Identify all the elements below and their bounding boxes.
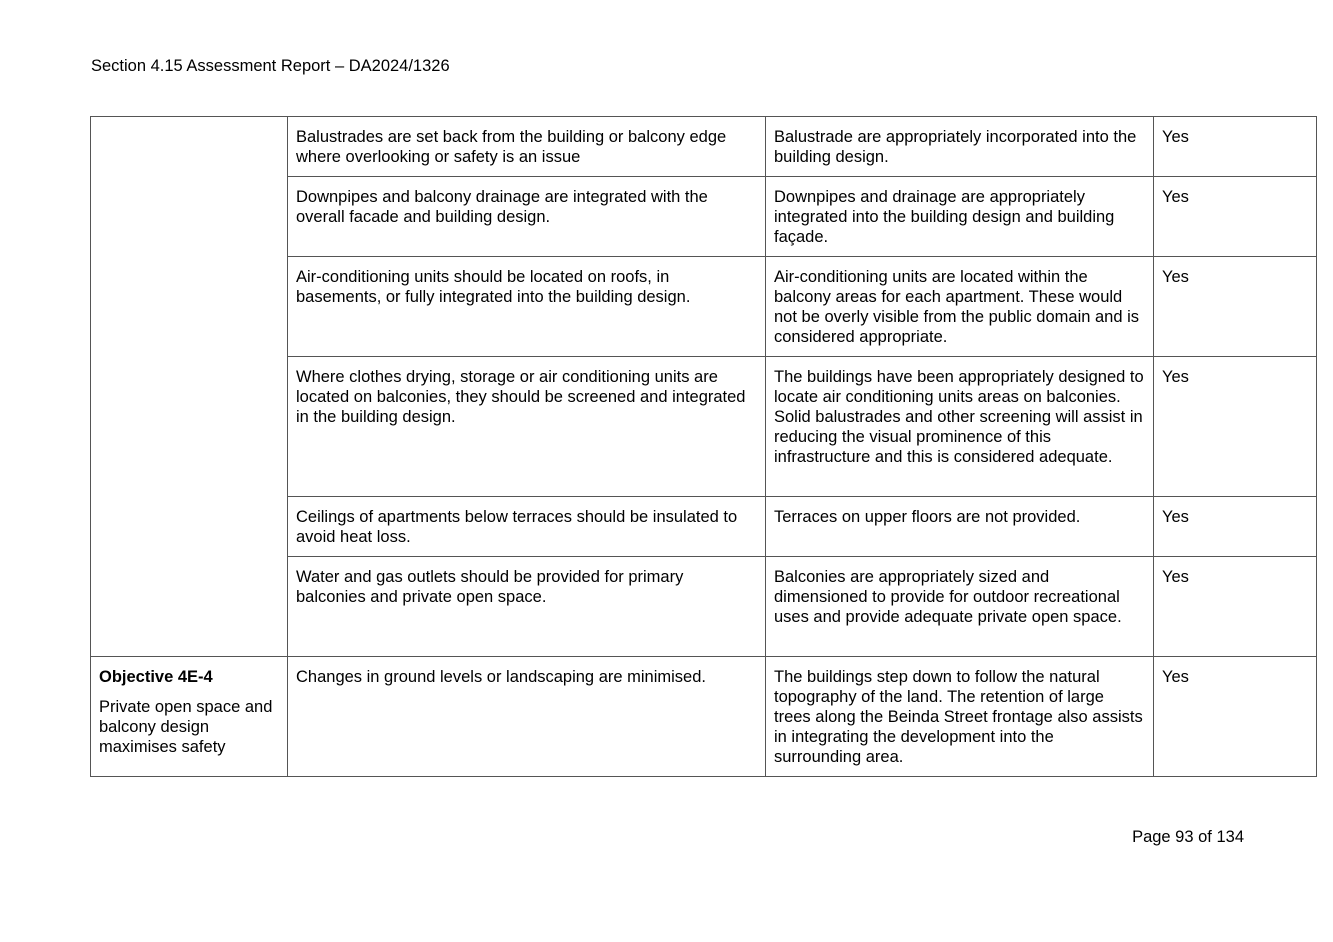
requirement-cell: Changes in ground levels or landscaping are minimised. bbox=[288, 657, 766, 777]
requirement-cell: Balustrades are set back from the building or balcony edge where overlooking or safety is an issue bbox=[288, 117, 766, 177]
complies-cell: Yes bbox=[1154, 557, 1317, 657]
assessment-table bbox=[90, 116, 1317, 777]
table-row bbox=[91, 117, 1317, 177]
complies-cell: Yes bbox=[1154, 657, 1317, 777]
page-header: Section 4.15 Assessment Report – DA2024/1326 bbox=[91, 57, 450, 75]
comment-cell: Balconies are appropriately sized and dimensioned to provide for outdoor recreational uses and provide adequate private open space. bbox=[766, 557, 1154, 657]
objective-title: Objective 4E-4 bbox=[99, 668, 213, 686]
complies-cell: Yes bbox=[1154, 117, 1317, 177]
requirement-cell: Water and gas outlets should be provided for primary balconies and private open space. bbox=[288, 557, 766, 657]
complies-cell: Yes bbox=[1154, 177, 1317, 257]
comment-cell: Terraces on upper floors are not provided. bbox=[766, 497, 1154, 557]
complies-cell: Yes bbox=[1154, 357, 1317, 497]
complies-cell: Yes bbox=[1154, 497, 1317, 557]
comment-cell: Balustrade are appropriately incorporated into the building design. bbox=[766, 117, 1154, 177]
objective-description: Private open space and balcony design maximises safety bbox=[99, 698, 273, 756]
comment-cell: The buildings step down to follow the natural topography of the land. The retention of large trees along the Beinda Street frontage also assists in integrating the development into the surrounding area. bbox=[766, 657, 1154, 777]
requirement-cell: Where clothes drying, storage or air conditioning units are located on balconies, they should be screened and integrated in the building design. bbox=[288, 357, 766, 497]
requirement-cell: Ceilings of apartments below terraces should be insulated to avoid heat loss. bbox=[288, 497, 766, 557]
page-number: Page 93 of 134 bbox=[1132, 828, 1244, 846]
complies-cell: Yes bbox=[1154, 257, 1317, 357]
requirement-cell: Downpipes and balcony drainage are integrated with the overall facade and building design. bbox=[288, 177, 766, 257]
table-row bbox=[91, 657, 1317, 777]
comment-cell: Downpipes and drainage are appropriately integrated into the building design and building façade. bbox=[766, 177, 1154, 257]
objective-cell-empty bbox=[91, 117, 288, 657]
comment-cell: Air-conditioning units are located within the balcony areas for each apartment. These would not be overly visible from the public domain and is considered appropriate. bbox=[766, 257, 1154, 357]
objective-cell bbox=[91, 657, 288, 777]
comment-cell: The buildings have been appropriately designed to locate air conditioning units areas on balconies. Solid balustrades and other screening will assist in reducing the visual prominence of this infrastructure and this is considered adequate. bbox=[766, 357, 1154, 497]
requirement-cell: Air-conditioning units should be located on roofs, in basements, or fully integrated into the building design. bbox=[288, 257, 766, 357]
